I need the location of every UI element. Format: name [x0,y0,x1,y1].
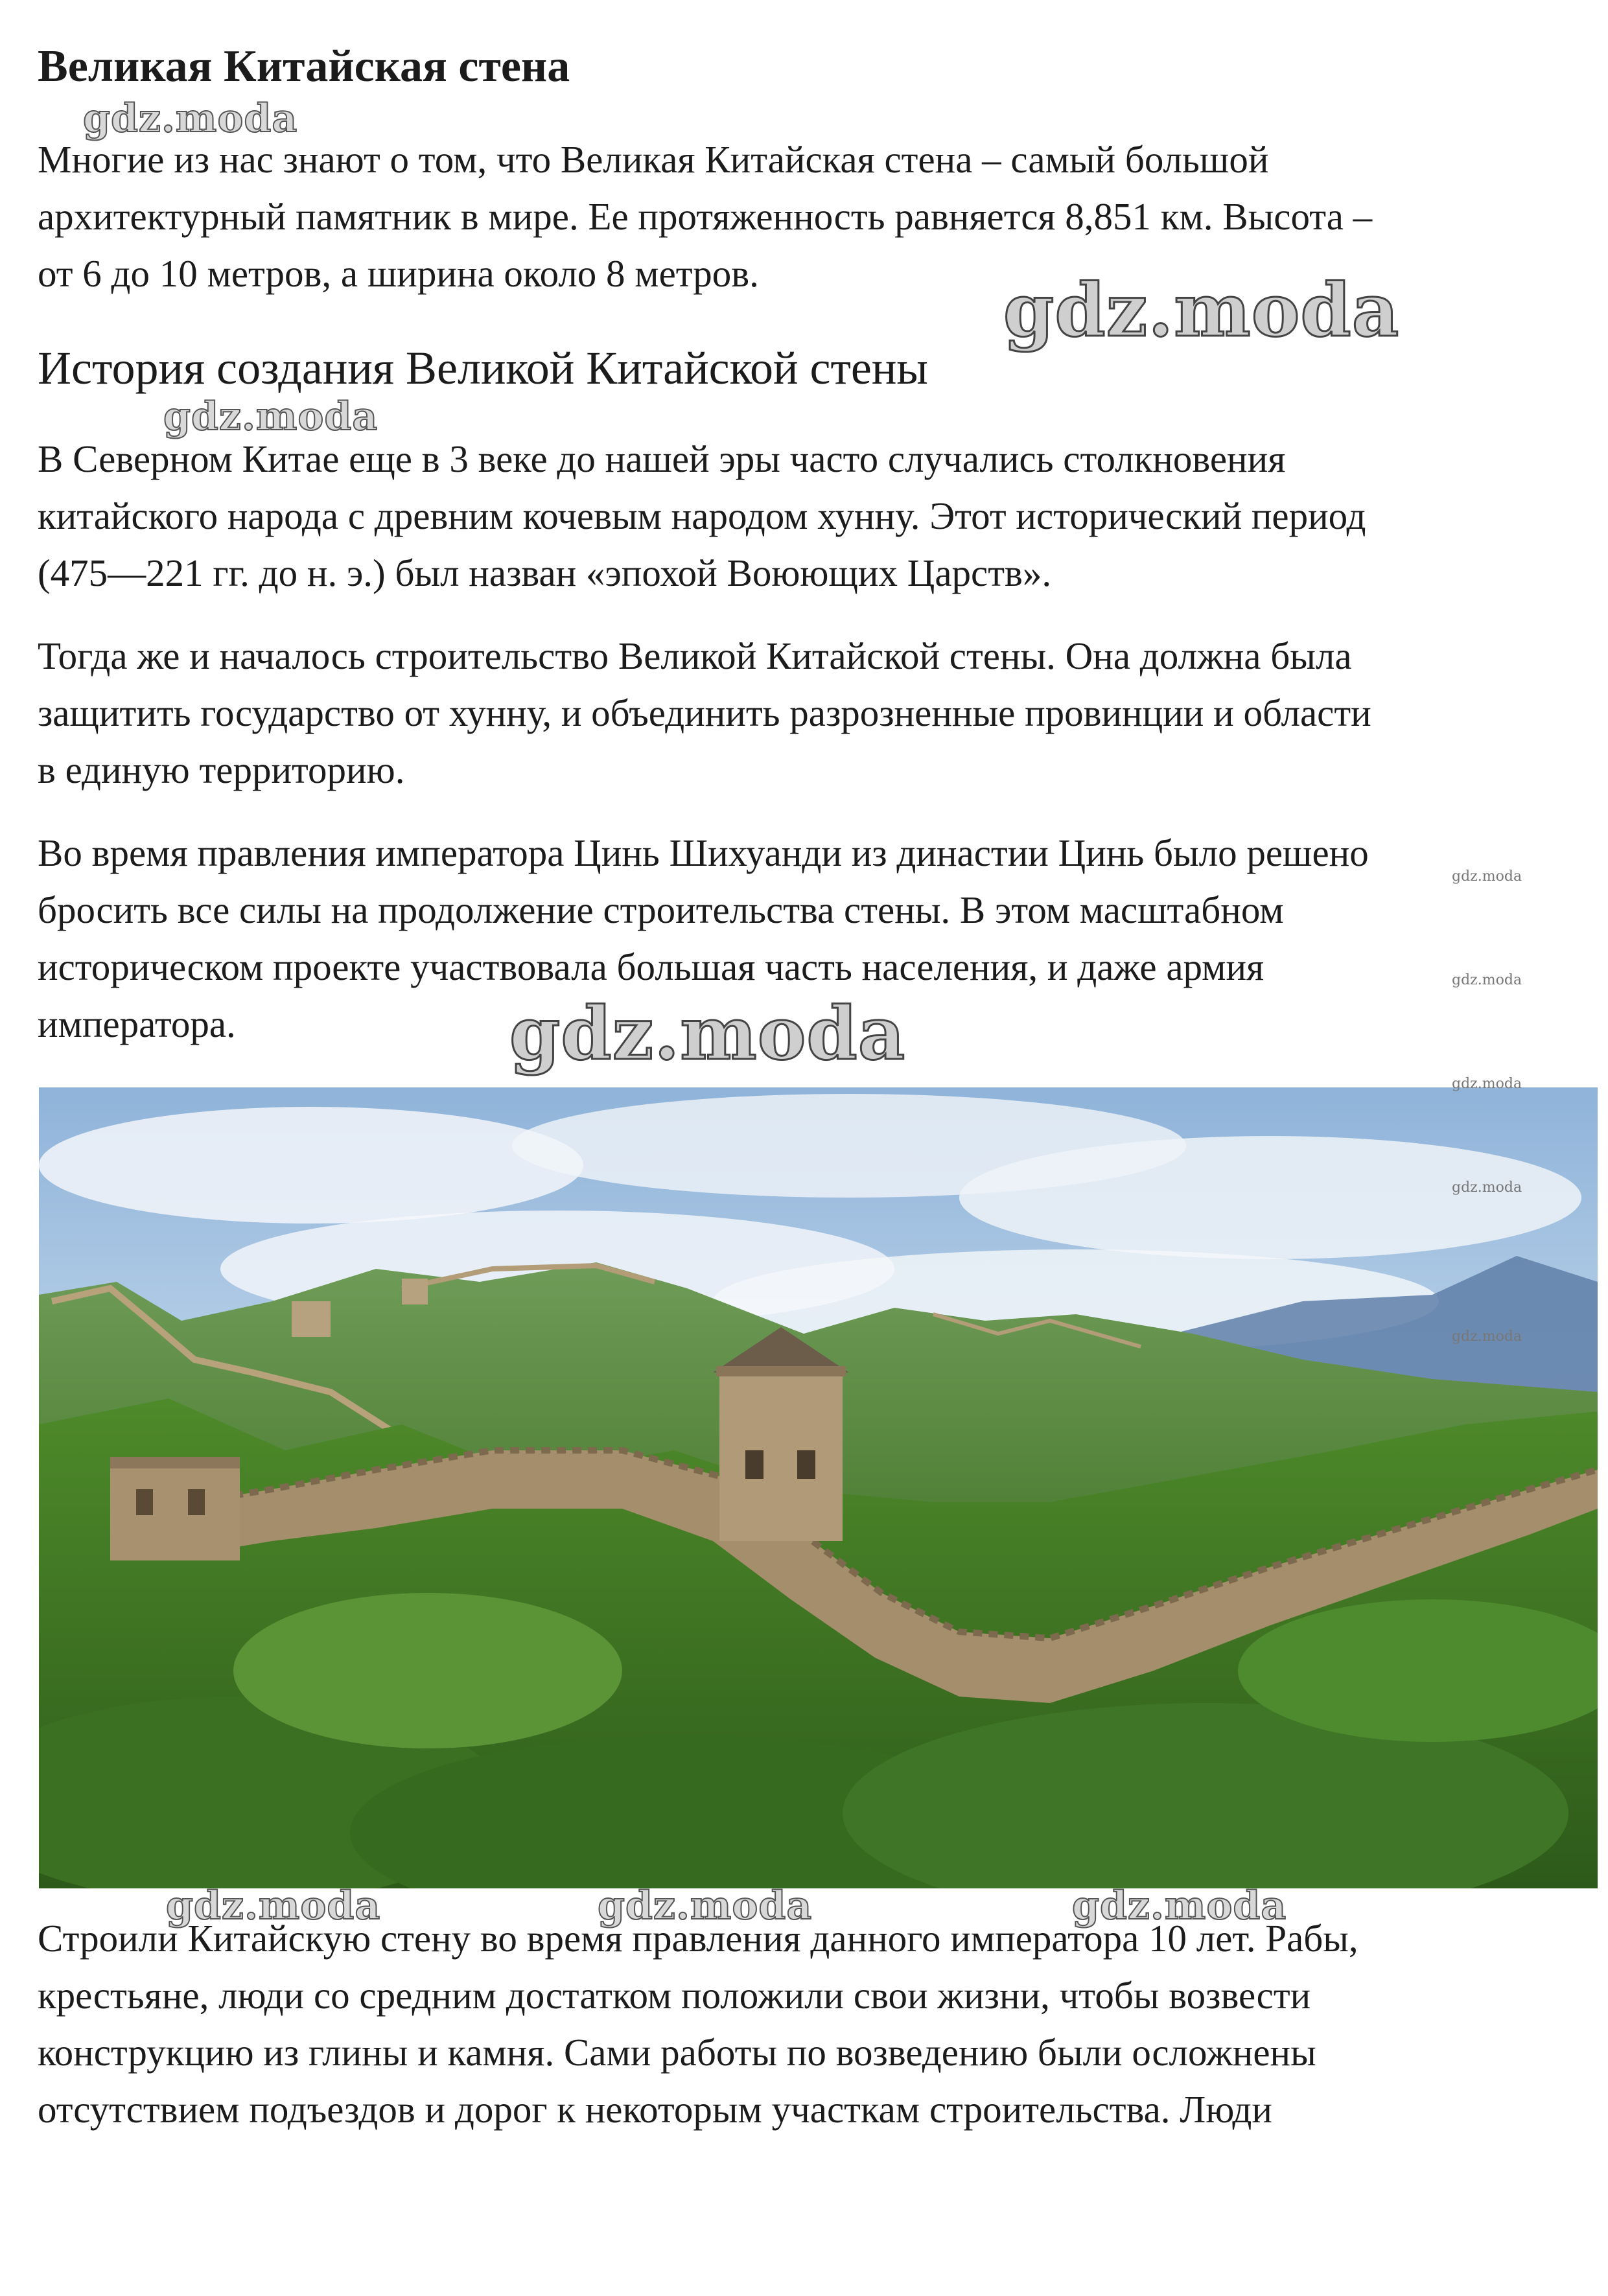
watermark: gdz.moda [1072,1883,1287,1929]
watermark: gdz.moda [1452,1328,1522,1345]
text-line: конструкцию из глины и камня. Сами работы по возведению были осложнены [38,2031,1316,2074]
watermark: gdz.moda [1003,268,1400,353]
text-line: (475—221 гг. до н. э.) был назван «эпохой Воюющих Царств». [38,551,1052,594]
watermark: gdz.moda [1452,1179,1522,1196]
text-line: Во время правления императора Цинь Шихуанди из династии Цинь было решено [38,831,1369,874]
watermark: gdz.moda [166,1883,381,1929]
watermark: gdz.moda [1452,1076,1522,1092]
text-line: от 6 до 10 метров, а ширина около 8 метров. [38,252,759,295]
watermark: gdz.moda [509,991,906,1076]
watermark: gdz.moda [598,1883,813,1929]
text-line: императора. [38,1003,236,1045]
watermark: gdz.moda [1452,868,1522,885]
history-paragraph-4 [38,1910,1574,2138]
text-line: В Северном Китае еще в 3 веке до нашей эры часто случались столкновения [38,437,1286,480]
watermark: gdz.moda [1452,972,1522,988]
text-line: архитектурный памятник в мире. Ее протяженность равняется 8,851 км. Высота – [38,195,1373,238]
text-line: Строили Китайскую стену во время правления данного императора 10 лет. Рабы, [38,1917,1358,1960]
watermark: gdz.moda [83,96,298,141]
text-line: Многие из нас знают о том, что Великая Китайская стена – самый большой [38,138,1269,181]
text-line: Тогда же и началось строительство Великой Китайской стены. Она должна была [38,634,1352,677]
section-heading: История создания Великой Китайской стены [38,342,928,394]
text-line: бросить все силы на продолжение строительства стены. В этом масштабном [38,888,1284,931]
text-line: историческом проекте участвовала большая часть населения, и даже армия [38,945,1264,988]
history-paragraph-2 [38,627,1574,798]
text-line: защитить государство от хунну, и объединить разрозненные провинции и области [38,691,1371,734]
text-line: китайского народа с древним кочевым народом хунну. Этот исторический период [38,494,1366,537]
text-line: крестьяне, люди со средним достатком положили свои жизни, чтобы возвести [38,1974,1311,2017]
watermark: gdz.moda [163,394,379,439]
history-paragraph-1 [38,430,1574,601]
page-title: Великая Китайская стена [38,41,570,91]
great-wall-photo [39,1087,1598,1888]
text-line: отсутствием подъездов и дорог к некоторым участкам строительства. Люди [38,2088,1272,2131]
text-line: в единую территорию. [38,748,405,791]
